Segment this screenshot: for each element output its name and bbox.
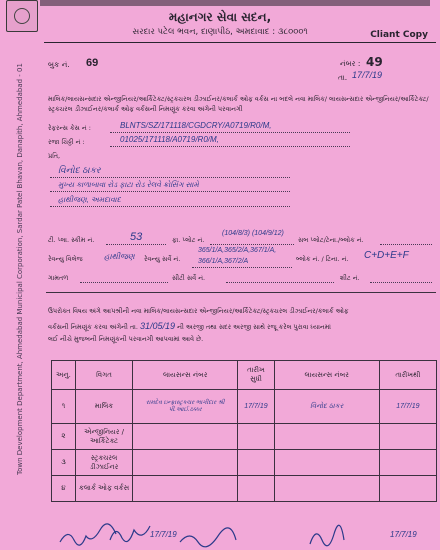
- fp-value: (104/8/3) (104/9/12): [222, 230, 284, 237]
- city-survey-label: સીટી સર્વે નં.: [172, 274, 206, 282]
- col-header-license-old: લાયસન્સ નંબર: [133, 361, 238, 390]
- row-until: [238, 476, 274, 502]
- appointment-table: [51, 360, 437, 502]
- row-serial: ૧: [52, 390, 76, 424]
- table-row: [52, 450, 437, 476]
- side-department-text: Town Development Department, Ahmedabad Municipal Corporation, Sardar Patel Bhavan, Danapith, Ahmedabad - 01: [16, 63, 24, 475]
- row-from: [379, 424, 436, 450]
- fp-line: [210, 244, 294, 245]
- row-until: 17/7/19: [238, 390, 274, 424]
- row-license-new: [274, 424, 379, 450]
- sheet-label: શીટ નં.: [340, 274, 360, 282]
- row-license-old: [133, 424, 238, 450]
- signature-right: [180, 528, 236, 547]
- copy-type-label: Cliant Copy: [370, 30, 428, 40]
- header-rule: [44, 42, 436, 43]
- date-value: 17/7/19: [352, 70, 383, 80]
- row-license-old: [133, 476, 238, 502]
- col-header-serial: અનુ.: [52, 361, 76, 390]
- table-row: [52, 476, 437, 502]
- tp-line: [106, 244, 166, 245]
- number-label: નંબર :: [340, 59, 361, 68]
- table-header-row: [52, 361, 437, 390]
- ref-case-line: [110, 132, 350, 133]
- row-serial: ૨: [52, 424, 76, 450]
- recipient-address-line1: મુખ્ય કાળાબાવા રોડ ફાટા રોડ રેલવે ક્રોસિંગ સામે: [58, 180, 199, 189]
- subplot-label: સબ પ્લોટ/ટેના./બ્લોક નં.: [298, 236, 364, 244]
- rajachitthi-line: [110, 146, 350, 147]
- date-label: તા.: [338, 73, 348, 82]
- gamtal-line: [80, 282, 168, 283]
- col-header-license-new: લાયસન્સ નંબર: [274, 361, 379, 390]
- row-license-new: [274, 476, 379, 502]
- col-header-from: તારીખથી: [379, 361, 436, 390]
- table-row: [52, 390, 437, 424]
- prati-label: પ્રતિ,: [48, 152, 61, 160]
- number-value: 49: [366, 55, 383, 69]
- header-top-band: [40, 0, 430, 6]
- recipient-name: વિનોદ ઠાકર: [58, 165, 101, 175]
- book-number: 69: [86, 57, 99, 69]
- revenue-survey-label: રેવન્યુ સર્વે નં.: [144, 255, 181, 263]
- fp-label: ફા. પ્લોટ નં.: [172, 236, 205, 244]
- city-survey-line: [226, 282, 334, 283]
- row-detail: માલિક: [75, 390, 132, 424]
- body-line-1: ઉપરોક્ત વિષય અંગે આપશ્રીની નવા માલિક/લાયસન્સદાર એન્જીનિયર/આર્કિટેક્ટ/સ્ટ્રક્ચરલ ડીઝાઈનર/કલાર્ક ઓફ: [48, 307, 349, 315]
- address-line2-rule: [50, 206, 290, 207]
- tp-scheme-label: ટી. પ્લા. સ્કીમ નં.: [48, 236, 95, 244]
- col-header-until: તારીખ સુધી: [238, 361, 274, 390]
- block-label: બ્લોક નં. / ટિના. નં.: [296, 255, 349, 263]
- row-license-new: [274, 450, 379, 476]
- row-license-old: રામદેવ ઇન્ફ્રાસ્ટ્રક્ચર ભાગીદાર શ્રી પી.આઈ.ઠક્કર: [133, 390, 238, 424]
- row-from: [379, 476, 436, 502]
- revenue-village-label: રેવન્યુ વિલેજ: [48, 255, 83, 263]
- table-row: [52, 424, 437, 450]
- revenue-village-value: હાથીજણ: [104, 252, 135, 261]
- row-license-new: વિનોદ ઠાકર: [274, 390, 379, 424]
- revenue-survey-value-2: 366/1/A,367/2/A: [198, 258, 249, 265]
- row-detail: એન્જીનિયર / આર્કિટેક્ટ: [75, 424, 132, 450]
- application-date: 31/05/19: [139, 321, 176, 331]
- signature-date: 17/7/19: [150, 530, 177, 539]
- row-from: 17/7/19: [379, 390, 436, 424]
- row-detail: સ્ટ્રક્ચરલ ડીઝાઈનર: [75, 450, 132, 476]
- row-until: [238, 424, 274, 450]
- fields-rule: [46, 292, 436, 293]
- address-line1-rule: [50, 191, 290, 192]
- recipient-address-line2: હાથીજણ, અમદાવાદ: [58, 195, 121, 204]
- signature-scribbles: [0, 520, 440, 550]
- header-address: સરદાર પટેલ ભવન, દાણાપીઠ, અમદાવાદ : ૩૮૦૦૦૧: [132, 27, 308, 37]
- body-line-2: [48, 321, 436, 332]
- signature-date-right: 17/7/19: [390, 530, 417, 539]
- intro-subject: માલિક/લાયસન્સદાર એન્જીનિયર/આર્કિટેક્ટ/સ્ટ્રક્ચરલ ડીઝાઈનર/કલાર્ક ઓફ વર્કસ ના બદલે નવા માલિક/ લાયસન્સદાર એન્જીનિયર/આર્કિટેક્ટ/સ્ટ્રક્ચરલ ડીઝાઈનર/કલાર્ક ઓફ વર્કસની નિમણૂંક કરવા અંગેની પરવાનગી: [48, 95, 429, 113]
- subplot-line: [380, 244, 432, 245]
- tp-scheme-value: 53: [130, 231, 143, 243]
- book-label: બુક નં.: [48, 60, 70, 69]
- block-value: C+D+E+F: [364, 250, 409, 261]
- rajachitthi-label: રજા ચિઠ્ઠી નં :: [48, 138, 85, 146]
- revenue-survey-value-1: 365/1/A,365/2/A,367/1/A,: [198, 247, 277, 254]
- row-detail: કલાર્ક ઓફ વર્કસ: [75, 476, 132, 502]
- recipient-name-line: [50, 177, 290, 178]
- ref-case-value: BLNTS/SZ/171118/CGDCRY/A0719/R0/M,: [120, 121, 272, 130]
- signature-left: [60, 524, 116, 545]
- row-license-old: [133, 450, 238, 476]
- row-until: [238, 450, 274, 476]
- revenue-line: [192, 267, 292, 268]
- ref-case-label: રેફરન્સ કેસ નં :: [48, 124, 91, 132]
- col-header-detail: વિગત: [75, 361, 132, 390]
- gamtal-label: ગામતળ: [48, 274, 69, 282]
- body-line-2a: વર્કસની નિમણૂંક કરવા અંગેની તા.: [48, 323, 138, 331]
- body-line-3: લઈ નીચે મુજબની નિમણૂંકની પરવાનગી આપવામાં આવે છે.: [48, 335, 204, 343]
- row-serial: ૪: [52, 476, 76, 502]
- header-title: મહાનગર સેવા સદન,: [168, 10, 272, 24]
- signature-far-right: [310, 525, 344, 545]
- row-from: [379, 450, 436, 476]
- sheet-line: [370, 282, 432, 283]
- rajachitthi-value: 01025/171118/A0719/R0/M,: [120, 135, 219, 144]
- body-line-2b: ની અરજી તથા સદર અરજી સાથે રજૂ કરેલ પુરાવા ધ્યાનમાં: [177, 323, 331, 331]
- row-serial: ૩: [52, 450, 76, 476]
